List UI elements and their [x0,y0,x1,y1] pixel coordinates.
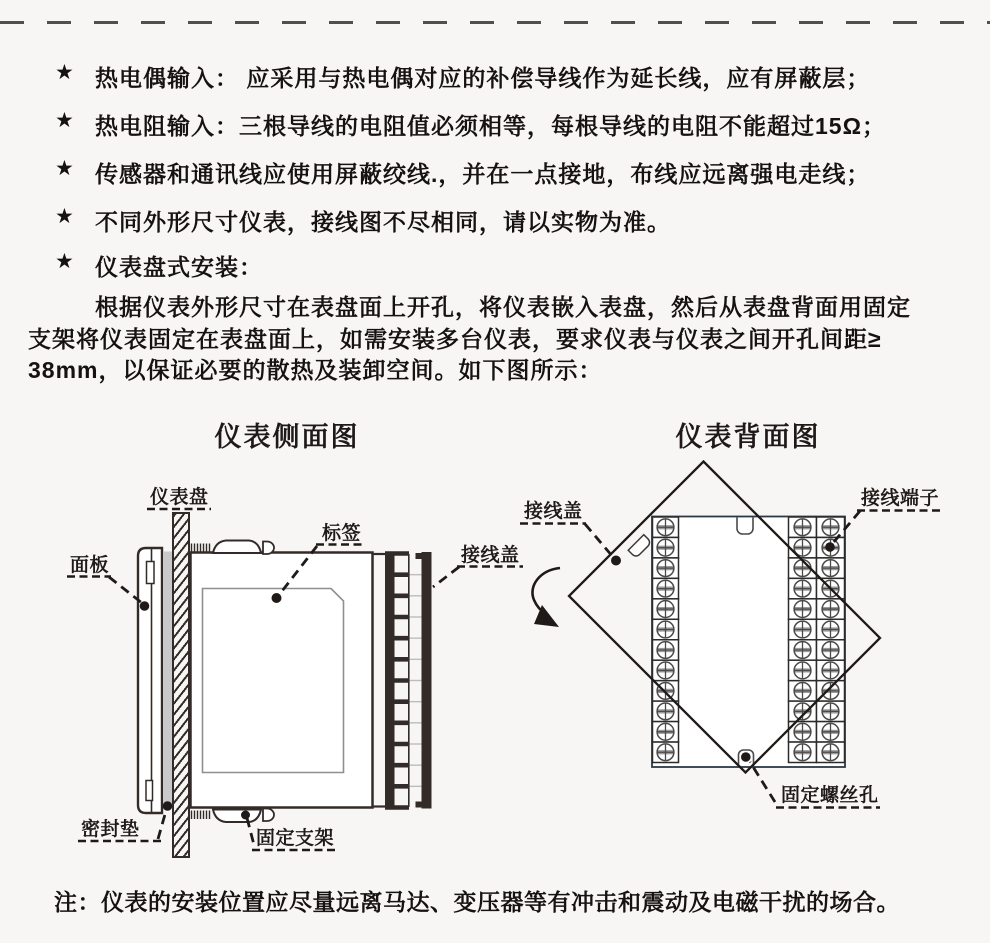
cover-edge-notch [628,535,651,558]
precaution-text: 不同外形尺寸仪表，接线图不尽相同，请以实物为准。 [95,209,671,235]
paragraph-line: 38mm，以保证必要的散热及装卸空间。如下图所示： [28,357,603,383]
bezel-slot-bottom [146,781,153,801]
label-sticker-outline [203,589,344,773]
top-fixing-bracket [192,541,275,555]
front-panel-bezel [138,548,162,813]
star-icon: ★ [55,250,74,273]
label-fixing-bracket: 固定支架 [256,828,335,849]
side-terminal-strip [372,552,432,809]
section-title: 仪表盘式安装： [95,254,263,280]
label-panel-board: 仪表盘 [150,487,209,508]
label-screw-hole: 固定螺丝孔 [781,785,879,806]
leader-dot [611,556,621,566]
bracket-screw-head [263,542,274,555]
label-terminal-block: 接线端子 [861,488,940,509]
leader-dot [825,542,835,552]
side-view-title: 仪表侧面图 [214,422,360,453]
bottom-note: 注：仪表的安装位置应尽量远离马达、变压器等有冲击和震动及电磁干扰的场合。 [54,889,900,915]
seal-gasket [163,552,172,808]
leader-dot [272,593,282,603]
leader-dot [163,801,173,811]
star-icon: ★ [55,157,74,180]
precaution-text: 传感器和通讯线应使用屏蔽绞线.，并在一点接地，布线应远离强电走线； [95,161,871,187]
label-terminal-cover-side: 接线盖 [461,545,520,566]
star-icon: ★ [55,61,74,84]
rotate-arrow-icon [532,568,560,627]
star-icon: ★ [55,205,74,228]
precaution-text: 热电阻输入：三根导线的电阻值必须相等，每根导线的电阻不能超过15Ω； [95,113,887,139]
bezel-slot-top [147,562,155,584]
side-view-diagram [67,422,523,850]
leader-dot [140,601,150,611]
back-view-title: 仪表背面图 [675,422,821,453]
label-front-panel: 面板 [70,555,110,576]
screw-hole-dot [741,752,751,762]
paragraph-line: 根据仪表外形尺寸在表盘面上开孔，将仪表嵌入表盘，然后从表盘背面用固定 [95,294,911,320]
precaution-text: 热电偶输入： 应采用与热电偶对应的补偿导线作为延长线，应有屏蔽层； [95,65,871,91]
side-terminal-cover-bar [422,552,432,809]
bottom-fixing-bracket [192,809,275,823]
label-terminal-cover-back: 接线盖 [524,501,583,522]
label-seal-gasket: 密封垫 [81,819,140,840]
bracket-screw-head [263,809,274,822]
leader-dot [241,811,250,820]
star-icon: ★ [55,109,74,132]
back-top-tab [737,518,753,535]
back-view-diagram [520,422,942,808]
label-sticker: 标签 [322,523,362,544]
paragraph-line: 支架将仪表固定在表盘面上，如需安装多台仪表，要求仪表与仪表之间开孔间距≥ [28,325,882,352]
